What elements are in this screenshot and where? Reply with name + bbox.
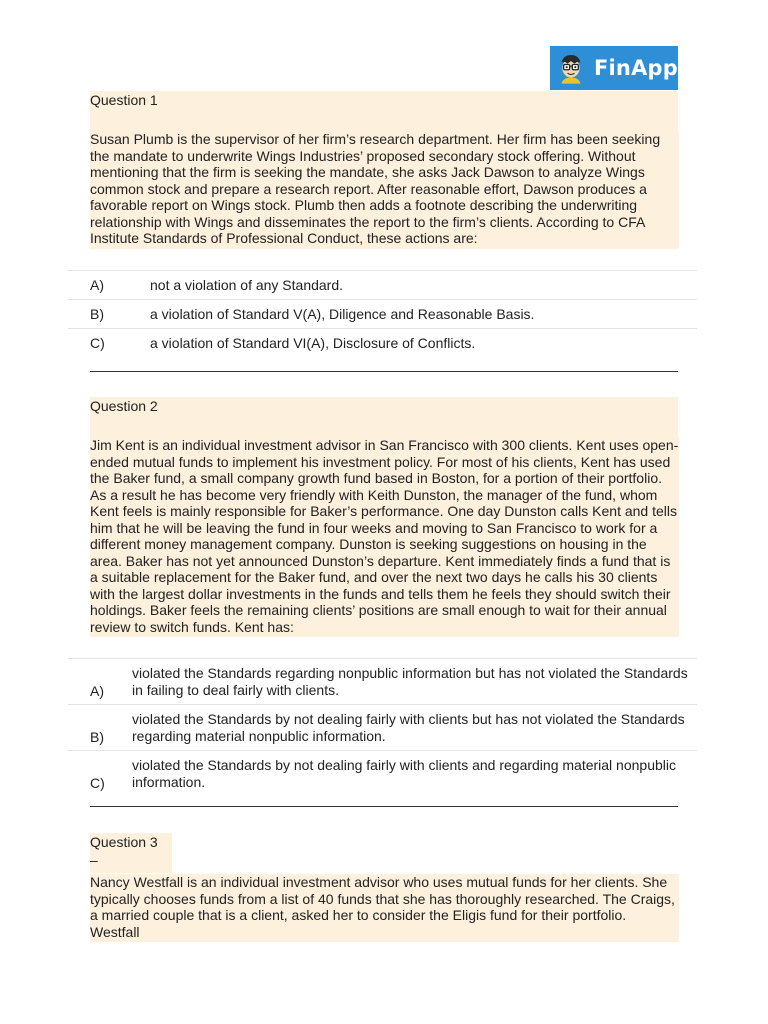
question-3-body: Nancy Westfall is an individual investment advisor who uses mutual funds for her clients. She typically chooses funds from a list of 40 funds that she has thoroughly researched. The Craigs, a married couple that is a client, asked her to consider the Eligis fund for their portfolio. Westfall: [90, 874, 679, 942]
option-letter: A): [90, 277, 104, 293]
option-letter: A): [90, 683, 104, 699]
nerd-avatar-icon: [558, 50, 584, 86]
option-letter: B): [90, 306, 104, 322]
option-text: violated the Standards by not dealing fairly with clients but has not violated the Standards regarding material nonpublic information.: [132, 710, 685, 744]
question-1-body: Susan Plumb is the supervisor of her firm’s research department. Her firm has been seeking the mandate to underwrite Wings Industries’ proposed secondary stock offering. Without mentioning that the firm is seeking the mandate, she asks Jack Dawson to analyze Wings common stock and prepare a research report. After reasonable effort, Dawson produces a favorable report on Wings stock. Plumb then adds a footnote describing the underwriting relationship with Wings and disseminates the report to the firm’s clients. According to CFA Institute Standards of Professional Conduct, these actions are:: [90, 131, 679, 249]
question-1-option-a[interactable]: [68, 270, 697, 299]
question-1-option-c[interactable]: [68, 328, 697, 357]
option-text: a violation of Standard V(A), Diligence and Reasonable Basis.: [150, 305, 535, 322]
option-letter: C): [90, 775, 105, 791]
question-2-option-c[interactable]: [68, 750, 697, 796]
question-2-option-b[interactable]: [68, 704, 697, 750]
section-divider: [90, 371, 678, 372]
question-2-body: Jim Kent is an individual investment advisor in San Francisco with 300 clients. Kent uses open-ended mutual funds to implement his investment policy. For most of his clients, Kent has used the Baker fund, a small company growth fund based in Boston, for a portion of their portfolio. As a result he has become very friendly with Keith Dunston, the manager of the fund, whom Kent feels is mainly responsible for Baker’s performance. One day Dunston calls Kent and tells him that he will be leaving the fund in four weeks and moving to San Francisco to work for a different money management company. Dunston is seeking suggestions on housing in the area. Baker has not yet announced Dunston’s departure. Kent immediately finds a fund that is a suitable replacement for the Baker fund, and over the next two days he calls his 30 clients with the largest dollar investments in the funds and tells them he feels they should switch their holdings. Baker feels the remaining clients’ positions are small enough to wait for their annual review to switch funds. Kent has:: [90, 437, 679, 637]
option-letter: C): [90, 335, 105, 351]
question-2-title: Question 2: [90, 397, 678, 437]
question-2-options: [68, 658, 697, 796]
question-2-option-a[interactable]: [68, 658, 697, 704]
question-1-options: [68, 270, 697, 357]
option-text: violated the Standards regarding nonpublic information but has not violated the Standards in failing to deal fairly with clients.: [132, 664, 688, 698]
section-divider: [90, 806, 678, 807]
finapp-logo: [550, 46, 678, 90]
question-3-title: Question 3 –: [90, 833, 172, 873]
question-1-option-b[interactable]: [68, 299, 697, 328]
option-letter: B): [90, 729, 104, 745]
brand-name: FinApp: [593, 56, 678, 80]
question-1-title: Question 1: [90, 91, 678, 131]
option-text: not a violation of any Standard.: [150, 276, 344, 293]
option-text: violated the Standards by not dealing fairly with clients and regarding material nonpublic information.: [132, 756, 676, 790]
option-text: a violation of Standard VI(A), Disclosure of Conflicts.: [150, 334, 476, 351]
